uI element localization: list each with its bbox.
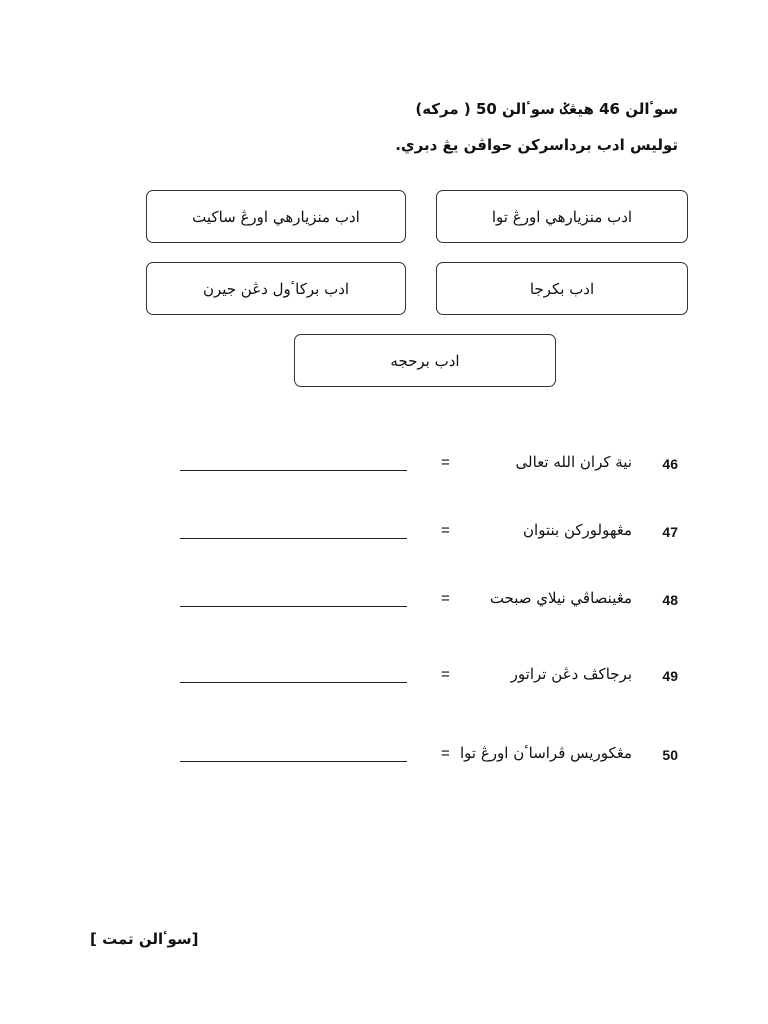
question-text: مڠهولورکن بنتوان [523,521,632,539]
answer-blank-line[interactable] [180,761,407,762]
question-text: مڠکوريس ڤراساٴن اورڠ توا [460,744,632,762]
answer-blank-line[interactable] [180,470,407,471]
equals-sign: = [441,522,450,539]
question-row [0,518,768,548]
answer-option-box: ادب برکاٴول دڠن جيرن [146,262,406,315]
instruction-heading: سوٴالن 46 هيڠݢ سوٴالن 50 ( مرکه) [415,100,678,118]
equals-sign: = [441,745,450,762]
question-number: 46 [662,456,678,472]
answer-option-box: ادب برحجه [294,334,556,387]
equals-sign: = [441,454,450,471]
question-row [0,741,768,771]
equals-sign: = [441,666,450,683]
question-row [0,586,768,616]
question-number: 50 [662,747,678,763]
answer-option-box: ادب منزيارهي اورڠ توا [436,190,688,243]
question-number: 47 [662,524,678,540]
answer-option-box: ادب بکرجا [436,262,688,315]
end-of-questions-mark: [سوٴالن تمت ] [90,930,199,948]
answer-blank-line[interactable] [180,538,407,539]
answer-blank-line[interactable] [180,606,407,607]
answer-option-box: ادب منزيارهي اورڠ ساکيت [146,190,406,243]
instruction-text: توليس ادب برداسرکن حواڤن يڠ دبري. [395,136,678,154]
question-text: مڠينصاڤي نيلاي صبحت [489,589,632,607]
answer-blank-line[interactable] [180,682,407,683]
question-number: 48 [662,592,678,608]
question-row [0,662,768,692]
question-text: برجاکڤ دڠن تراتور [510,665,632,683]
equals-sign: = [441,590,450,607]
question-text: نية کران الله تعالى [515,453,632,471]
question-row [0,450,768,480]
question-number: 49 [662,668,678,684]
